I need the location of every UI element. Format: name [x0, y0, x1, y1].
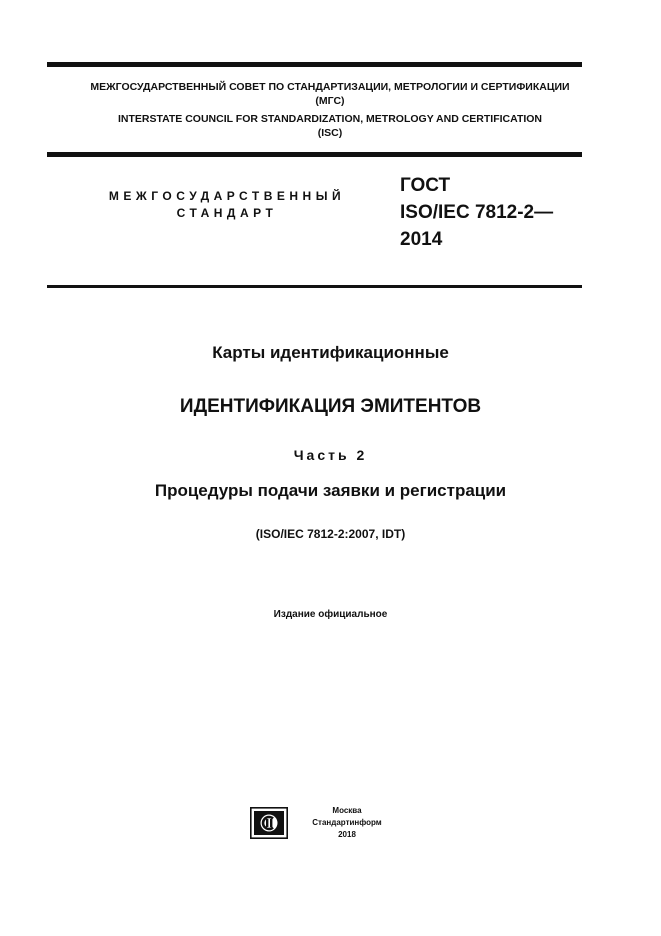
- publisher-year: 2018: [338, 830, 356, 839]
- standartinform-logo-icon: [250, 807, 288, 839]
- document-title: Карты идентификационные: [212, 343, 449, 362]
- top-rule: [47, 62, 582, 67]
- standard-id-line1: ГОСТ: [400, 175, 451, 196]
- council-en-line1: INTERSTATE COUNCIL FOR STANDARDIZATION, METROLOGY AND CERTIFICATION: [117, 113, 543, 125]
- publisher-imprint: [304, 805, 390, 841]
- council-en-line2: (ISC): [317, 127, 343, 139]
- standard-id-line2: ISO/IEC 7812-2—: [400, 202, 554, 223]
- middle-rule: [47, 152, 582, 157]
- publisher-name: Стандартинформ: [312, 818, 382, 827]
- publisher-city: Москва: [332, 806, 362, 815]
- part-title: Процедуры подачи заявки и регистрации: [154, 481, 507, 500]
- edition-label: Издание официальное: [273, 609, 388, 620]
- standard-designation: [400, 172, 610, 253]
- standard-kind-line1: МЕЖГОСУДАРСТВЕННЫЙ: [108, 189, 346, 203]
- council-en: [47, 112, 613, 140]
- council-ru-line2: (МГС): [315, 95, 345, 107]
- iso-reference: (ISO/IEC 7812-2:2007, IDT): [255, 527, 406, 541]
- council-ru-line1: МЕЖГОСУДАРСТВЕННЫЙ СОВЕТ ПО СТАНДАРТИЗАЦИИ, МЕТРОЛОГИИ И СЕРТИФИКАЦИИ: [90, 81, 570, 93]
- bottom-rule: [47, 285, 582, 288]
- standard-id-line3: 2014: [400, 229, 443, 250]
- standard-kind: [96, 188, 358, 222]
- council-ru: [47, 80, 613, 108]
- document-subtitle: ИДЕНТИФИКАЦИЯ ЭМИТЕНТОВ: [179, 396, 482, 417]
- part-label: Часть 2: [293, 447, 368, 463]
- standard-kind-line2: СТАНДАРТ: [176, 206, 278, 220]
